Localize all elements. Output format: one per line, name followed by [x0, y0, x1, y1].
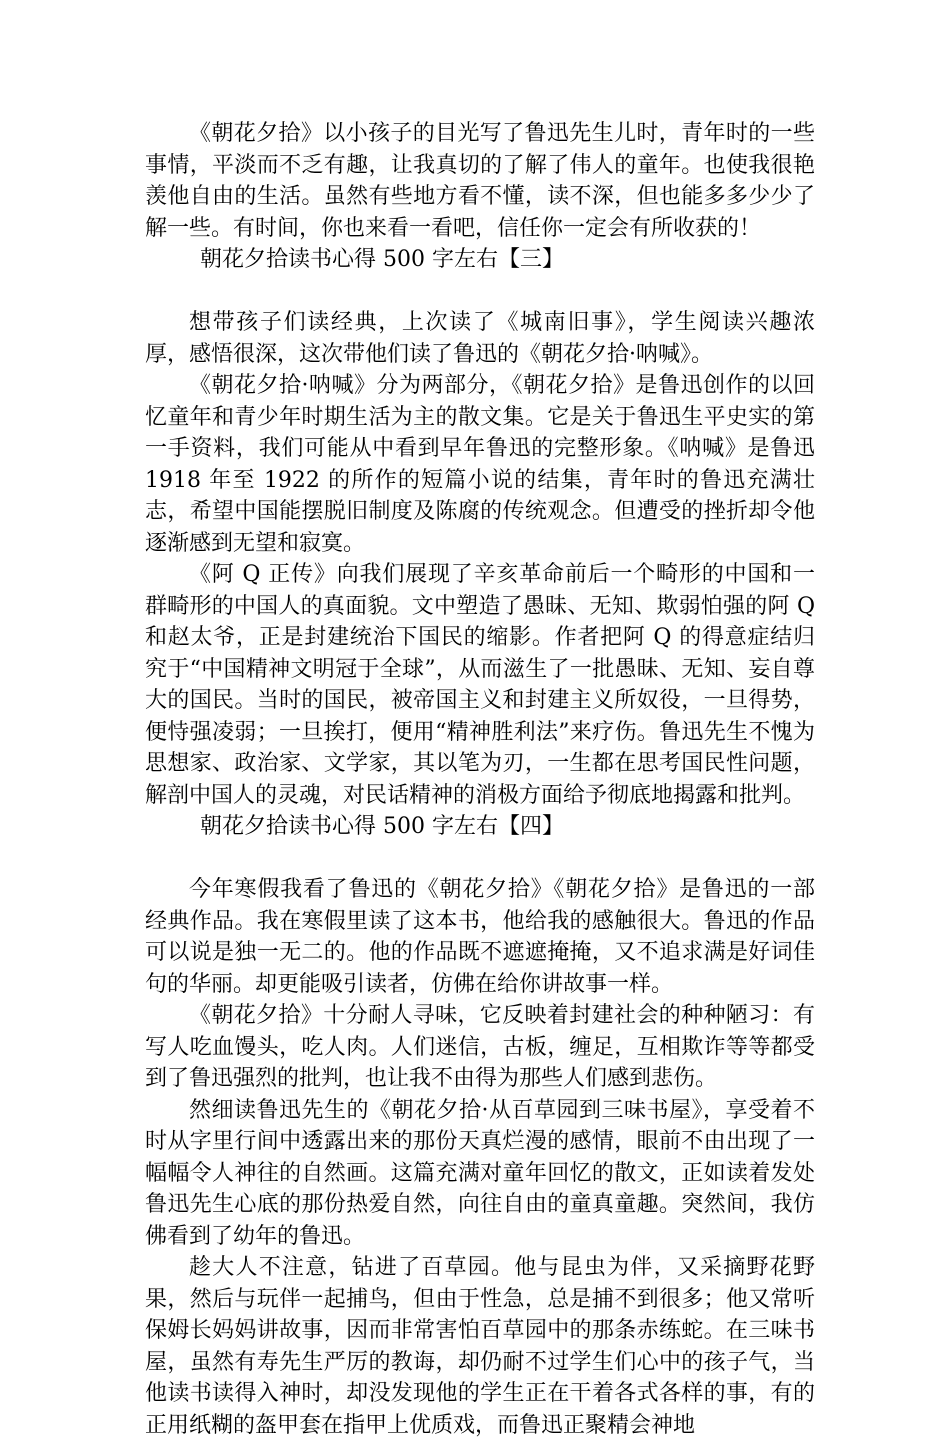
intro-paragraph: 《朝花夕拾》以小孩子的目光写了鲁迅先生儿时，青年时的一些事情，平淡而不乏有趣，让我真切的了解了伟人的童年。也使我很艳羡他自由的生活。虽然有些地方看不懂，读不深，但也能多多少少了解一些。有时间，你也来看一看吧，信任你一定会有所收获的！ — [145, 121, 815, 241]
section-4-spacer — [145, 843, 815, 875]
section-3-spacer — [145, 276, 815, 308]
section-4-paragraph: 今年寒假我看了鲁迅的《朝花夕拾》《朝花夕拾》是鲁迅的一部经典作品。我在寒假里读了这本书，他给我的感触很大。鲁迅的作品可以说是独一无二的。他的作品既不遮遮掩掩，又不追求满是好词佳句的华丽。却更能吸引读者，仿佛在给你讲故事一样。 — [145, 877, 815, 997]
section-3-paragraph: 想带孩子们读经典，上次读了《城南旧事》，学生阅读兴趣浓厚，感悟很深，这次带他们读了鲁迅的《朝花夕拾·呐喊》。 — [145, 310, 815, 367]
section-3-heading: 朝花夕拾读书心得 500 字左右【三】 — [200, 247, 564, 272]
section-4-paragraph: 趁大人不注意，钻进了百草园。他与昆虫为伴，又采摘野花野果，然后与玩伴一起捕鸟，但由于性急，总是捕不到很多；他又常听保姆长妈妈讲故事，因而非常害怕百草园中的那条赤练蛇。在三味书屋，虽然有寿先生严厉的教诲，却仍耐不过学生们心中的孩子气，当他读书读得入神时，却没发现他的学生正在干着各式各样的事，有的正用纸糊的盔甲套在指甲上优质戏，而鲁迅正聚精会神地 — [145, 1255, 815, 1438]
section-4-paragraph: 《朝花夕拾》十分耐人寻味，它反映着封建社会的种种陋习：有写人吃血馒头，吃人肉。人们迷信，古板，缠足，互相欺诈等等都受到了鲁迅强烈的批判，也让我不由得为那些人们感到悲伤。 — [145, 1003, 815, 1091]
document-page — [145, 118, 815, 1441]
section-4-paragraph: 然细读鲁迅先生的《朝花夕拾·从百草园到三味书屋》，享受着不时从字里行间中透露出来的那份天真烂漫的感情，眼前不由出现了一幅幅令人神往的自然画。这篇充满对童年回忆的散文，正如读着发处鲁迅先生心底的那份热爱自然，向往自由的童真童趣。突然间，我仿佛看到了幼年的鲁迅。 — [145, 1097, 815, 1249]
section-4-heading: 朝花夕拾读书心得 500 字左右【四】 — [200, 814, 564, 839]
section-3-paragraph: 《阿 Q 正传》向我们展现了辛亥革命前后一个畸形的中国和一群畸形的中国人的真面貌。文中塑造了愚昧、无知、欺弱怕强的阿 Q 和赵太爷，正是封建统治下国民的缩影。作者把阿 Q 的得意症结归究于“中国精神文明冠于全球”，从而滋生了一批愚昧、无知、妄自尊大的国民。当时的国民，被帝国主义和封建主义所奴役，一旦得势，便恃强凌弱；一旦挨打，便用“精神胜利法”来疗伤。鲁迅先生不愧为思想家、政治家、文学家，其以笔为刃，一生都在思考国民性问题，解剖中国人的灵魂，对民话精神的消极方面给予彻底地揭露和批判。 — [145, 562, 815, 808]
section-3-paragraph: 《朝花夕拾·呐喊》分为两部分，《朝花夕拾》是鲁迅创作的以回忆童年和青少年时期生活为主的散文集。它是关于鲁迅生平史实的第一手资料，我们可能从中看到早年鲁迅的完整形象。《呐喊》是鲁迅 1918 年至 1922 的所作的短篇小说的结集，青年时的鲁迅充满壮志，希望中国能摆脱旧制度及陈腐的传统观念。但遭受的挫折却令他逐渐感到无望和寂寞。 — [145, 373, 815, 556]
